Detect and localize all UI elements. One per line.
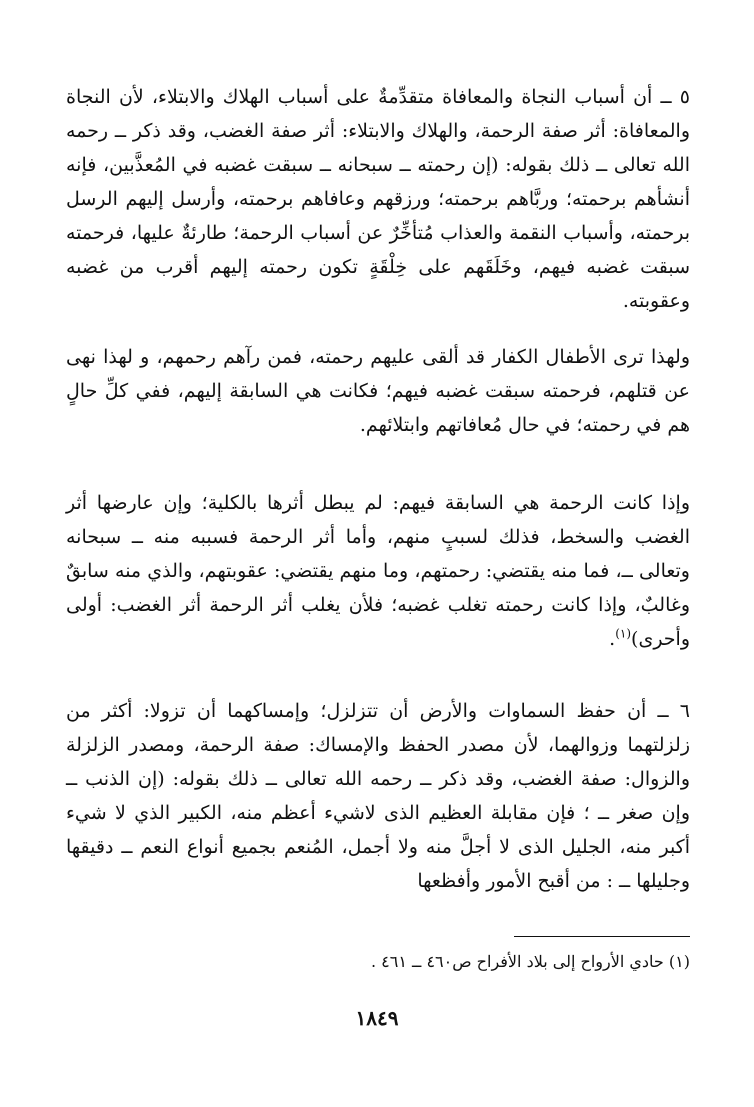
paragraph-1-body: ٥ ــ أن أسباب النجاة والمعافاة متقدِّمةٌ على أسباب الهلاك والابتلاء، لأن النجاة والمعافاة: أثر صفة الرحمة، والهلاك والابتلاء: أثر صفة الغضب، وقد ذكر ــ رحمه الله تعالى ــ ذلك بقوله: (إن رحمته ــ سبحانه ــ سبقت غضبه في المُعذَّبين، فإنه أنشأهم برحمته؛ وربَّاهم برحمته؛ ورزقهم وعافاهم برحمته، وأرسل إليهم الرسل برحمته، وأسباب النقمة والعذاب مُتأخِّرٌ عن أسباب الرحمة؛ طارئةٌ عليها، فرحمته سبقت غضبه فيهم، وخَلَقَهم على خِلْقَةٍ تكون رحمته إليهم أقرب من غضبه وعقوبته. xyxy=(66,86,690,312)
paragraph-3-text xyxy=(66,486,690,656)
page-number: ١٨٤٩ xyxy=(355,1006,399,1030)
footnote: (١) حادي الأرواح إلى بلاد الأفراح ص٤٦٠ ــ ٤٦١ . xyxy=(370,952,690,971)
paragraph-3-tail: . xyxy=(609,628,616,650)
paragraph-3 xyxy=(66,486,690,656)
paragraph-2-body: ولهذا ترى الأطفال الكفار قد ألقى عليهم رحمته، فمن رآهم رحمهم، و لهذا نهى عن قتلهم، فرحمته سبقت غضبه فيهم؛ فكانت هي السابقة إليهم، ففي كلِّ حالٍ هم في رحمته؛ في حال مُعافاتهم وابتلائهم. xyxy=(66,346,690,436)
paragraph-4-text xyxy=(66,694,690,898)
footnote-separator xyxy=(514,936,690,937)
paragraph-1 xyxy=(66,80,690,318)
paragraph-2-text xyxy=(66,340,690,442)
paragraph-1-text xyxy=(66,80,690,318)
paragraph-4-body: ٦ ــ أن حفظ السماوات والأرض أن تتزلزل؛ وإمساكهما أن تزولا: أكثر من زلزلتهما وزوالهما، لأن مصدر الحفظ والإمساك: صفة الرحمة، ومصدر الزلزلة والزوال: صفة الغضب، وقد ذكر ــ رحمه الله تعالى ــ ذلك بقوله: (إن الذنب ــ وإن صغر ــ ؛ فإن مقابلة العظيم الذى لاشيء أعظم منه، الكبير الذي لا شيء أكبر منه، الجليل الذى لا أجلَّ منه ولا أجمل، المُنعم بجميع أنواع النعم ــ دقيقها وجليلها ــ : من أقبح الأمور وأفظعها xyxy=(66,700,690,892)
paragraph-2 xyxy=(66,340,690,442)
paragraph-4 xyxy=(66,694,690,898)
paragraph-3-footnote-marker: (١) xyxy=(615,626,632,641)
paragraph-3-body: وإذا كانت الرحمة هي السابقة فيهم: لم يبطل أثرها بالكلية؛ وإن عارضها أثر الغضب والسخط، فذلك لسببٍ منهم، وأما أثر الرحمة فسببه منه ــ سبحانه وتعالى ــ، فما منه يقتضي: رحمتهم، وما منهم يقتضي: عقوبتهم، والذي منه سابقٌ وغالبٌ، وإذا كانت رحمته تغلب غضبه؛ فلأن يغلب أثر الرحمة أثر الغضب: أولى وأحرى) xyxy=(66,492,690,650)
